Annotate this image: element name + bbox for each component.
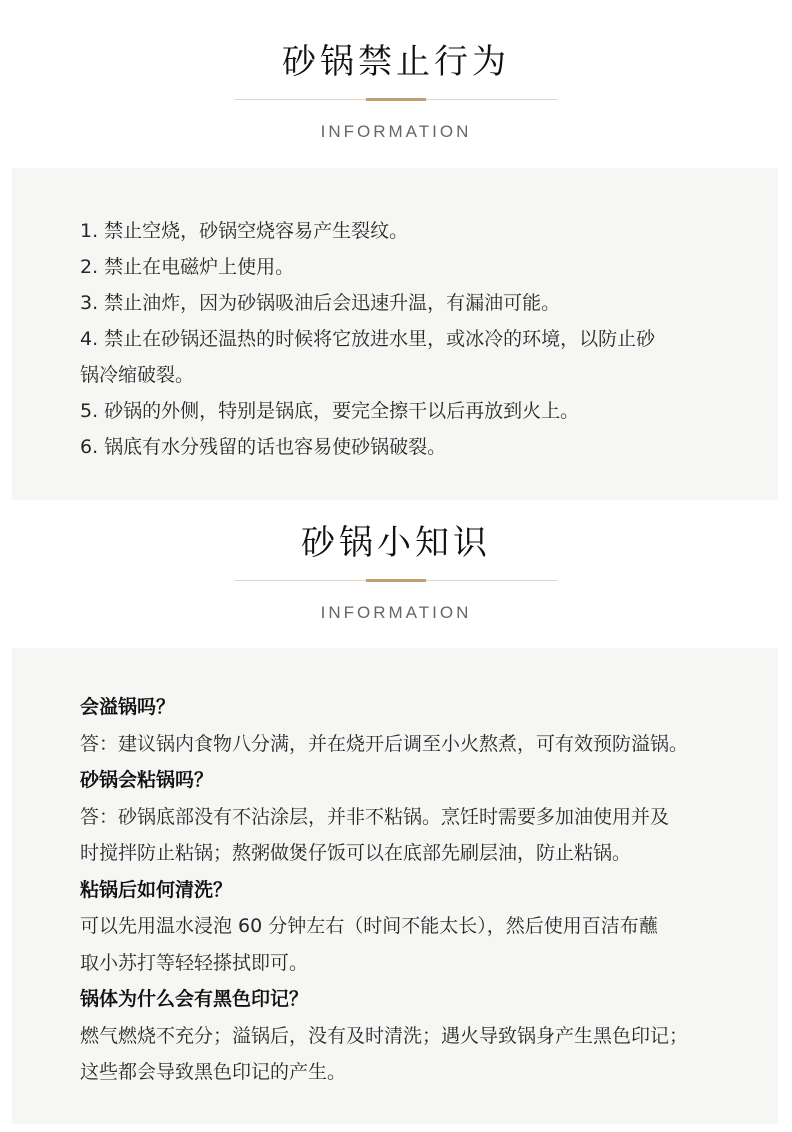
faq-answer: 取小苏打等轻轻搽拭即可。 [80,951,309,974]
list-item: 2. 禁止在电磁炉上使用。 [80,256,295,278]
section-header-prohibitions [0,42,792,142]
faq-answer: 答：建议锅内食物八分满，并在烧开后调至小火熬煮，可有效预防溢锅。 [80,732,689,755]
faq-question: 砂锅会粘锅吗？ [80,769,214,791]
faq-question: 粘锅后如何清洗？ [80,878,233,901]
section-subtitle: INFORMATION [320,603,472,622]
list-item-continuation: 锅冷缩破裂。 [80,364,195,386]
faq-answer: 答：砂锅底部没有不沾涂层，并非不粘锅。烹饪时需要多加油使用并及 [80,805,670,828]
section-header-knowledge [0,523,792,623]
section-subtitle: INFORMATION [320,122,472,141]
list-item: 4. 禁止在砂锅还温热的时候将它放进水里，或冰冷的环境，以防止砂 [80,328,656,350]
knowledge-panel [12,648,778,1124]
title-divider [234,579,558,583]
faq-question: 锅体为什么会有黑色印记？ [80,988,309,1010]
list-item: 1. 禁止空烧，砂锅空烧容易产生裂纹。 [80,220,409,242]
faq-answer: 这些都会导致黑色印记的产生。 [80,1061,347,1083]
faq-answer: 燃气燃烧不充分；溢锅后，没有及时清洗；遇火导致锅身产生黑色印记； [80,1024,689,1047]
list-item: 6. 锅底有水分残留的话也容易使砂锅破裂。 [80,436,447,458]
divider-accent [366,98,426,101]
section-title: 砂锅小知识 [301,523,491,563]
list-item: 5. 砂锅的外侧，特别是锅底，要完全擦干以后再放到火上。 [80,400,580,422]
section-title: 砂锅禁止行为 [282,42,510,82]
list-item: 3. 禁止油炸，因为砂锅吸油后会迅速升温，有漏油可能。 [80,292,561,314]
title-divider [234,98,558,102]
divider-accent [366,579,426,582]
faq-answer: 可以先用温水浸泡 60 分钟左右（时间不能太长），然后使用百洁布蘸 [80,915,658,937]
faq-answer: 时搅拌防止粘锅；熬粥做煲仔饭可以在底部先刷层油，防止粘锅。 [80,842,632,864]
prohibitions-panel [12,168,778,500]
faq-question: 会溢锅吗？ [80,696,176,718]
